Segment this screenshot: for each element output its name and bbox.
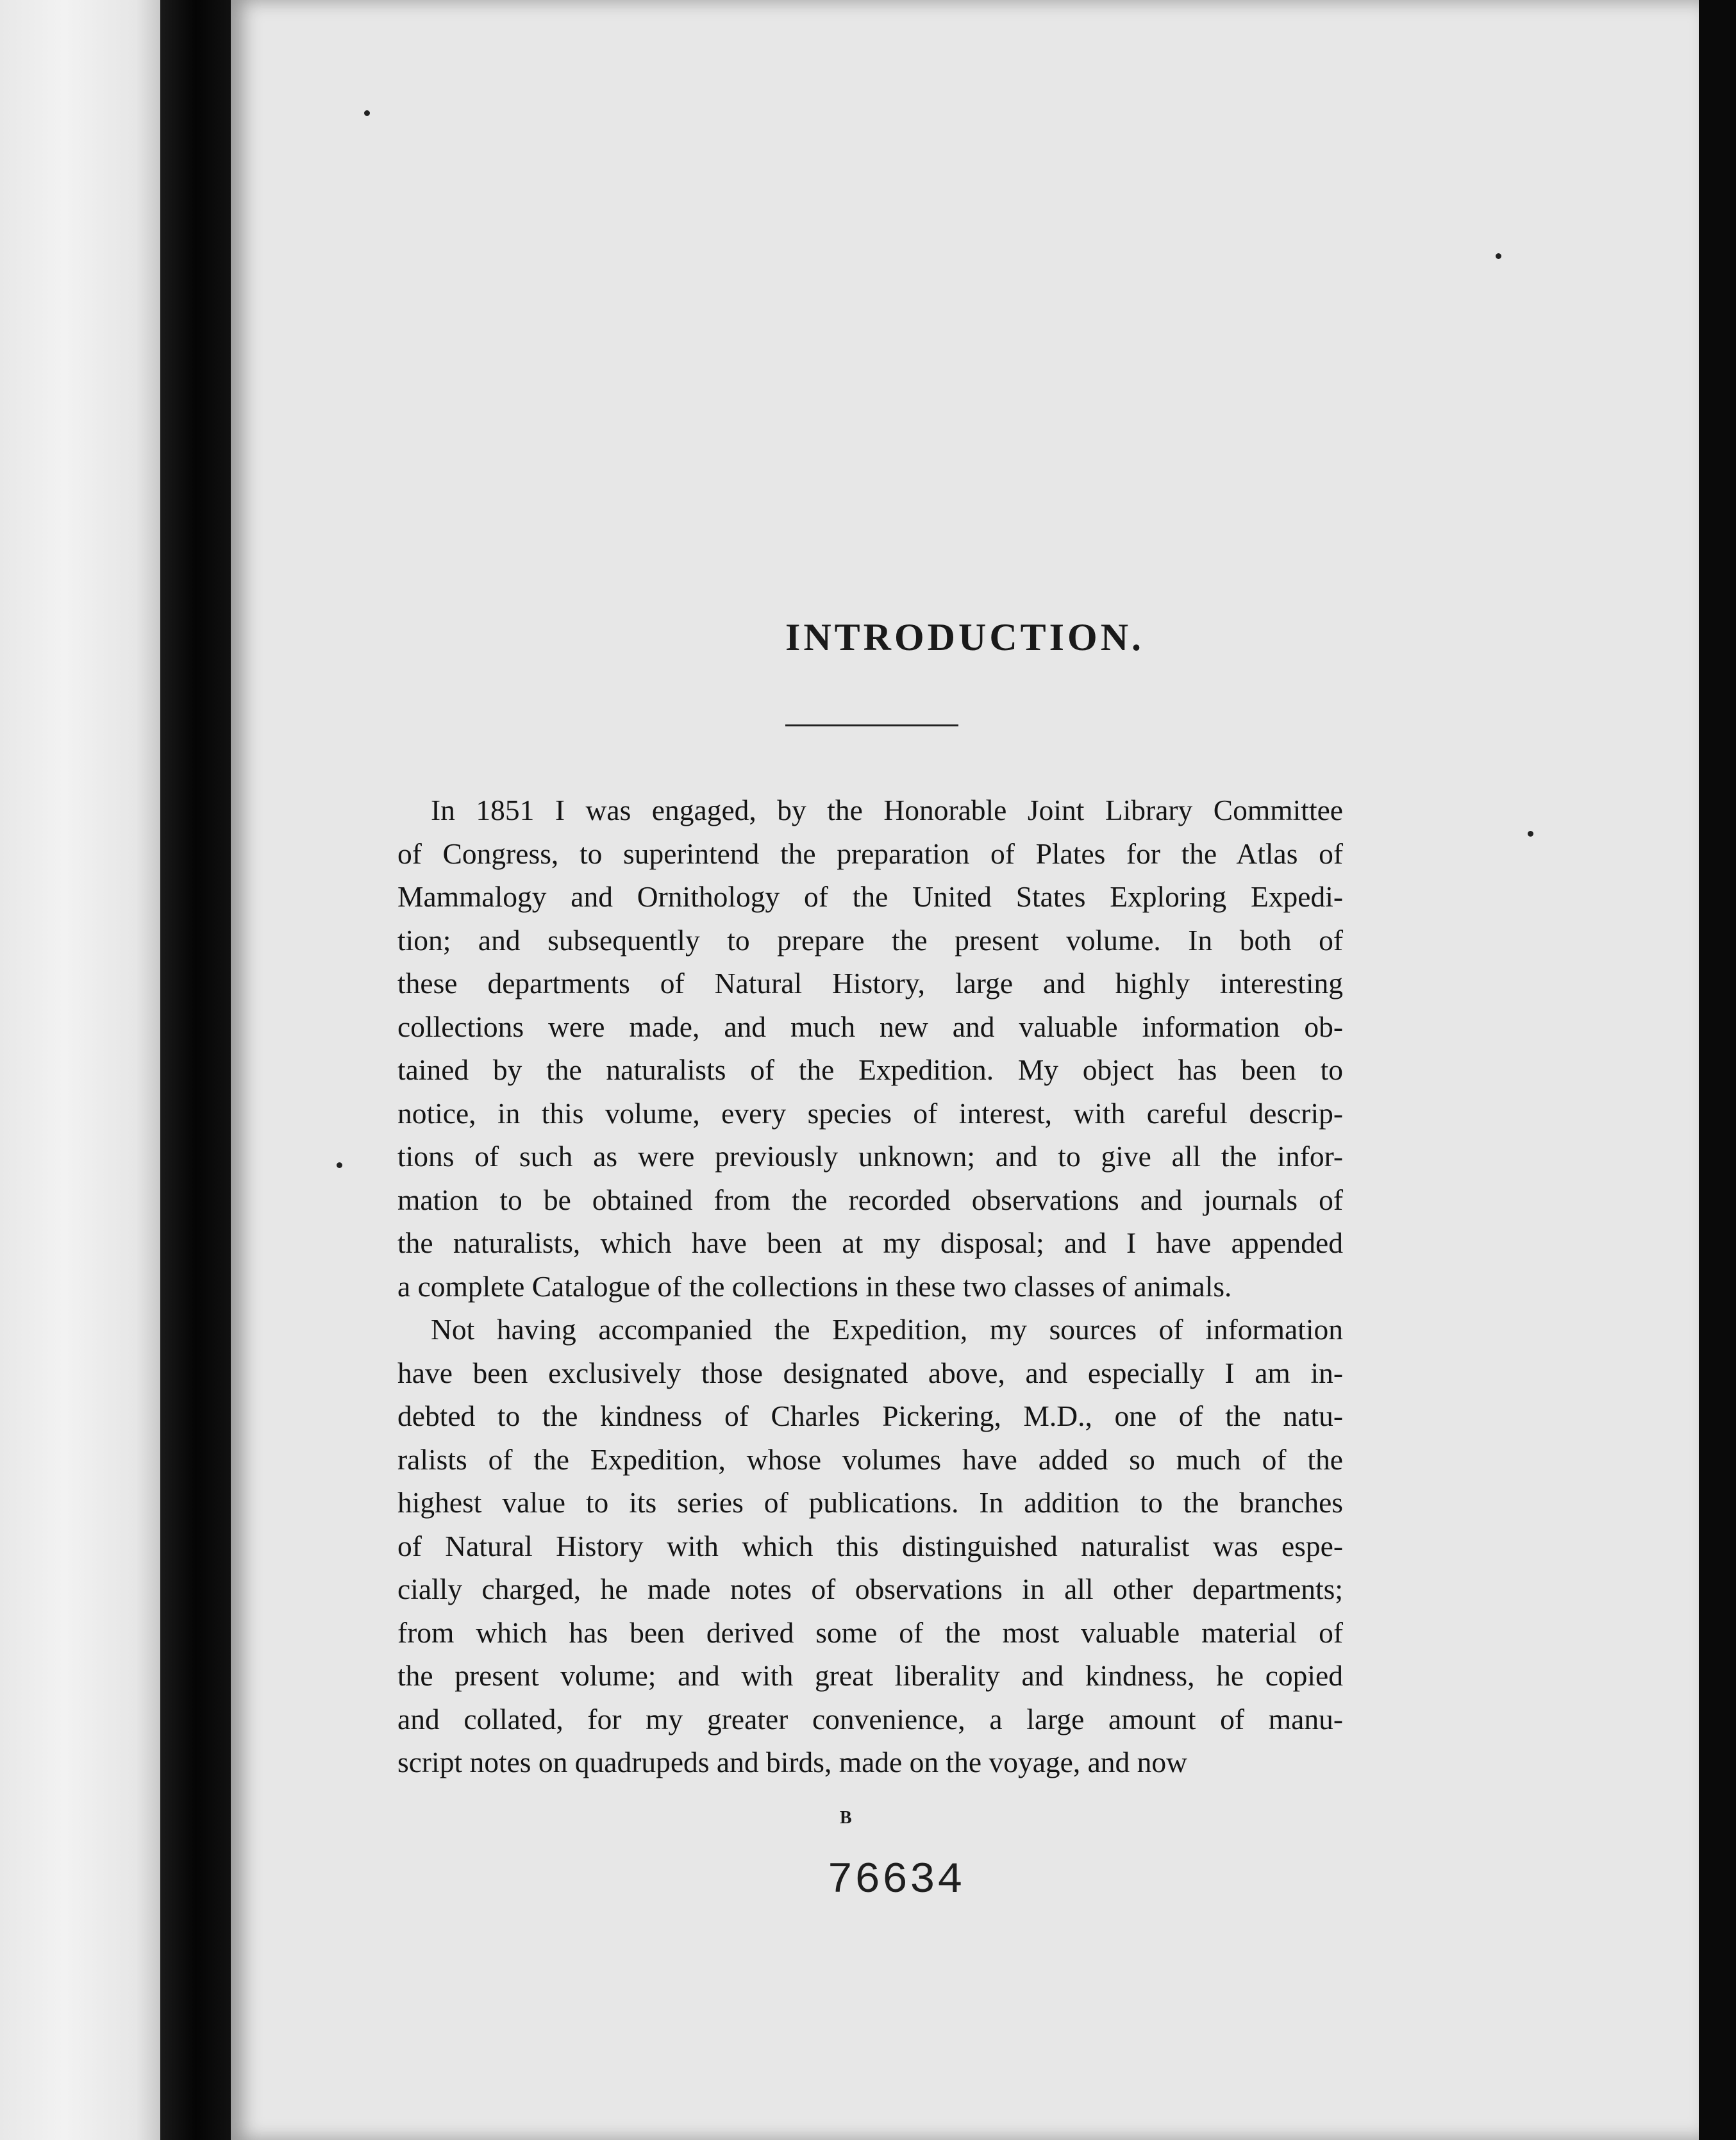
text-line: from which has been derived some of the most valuable material of [397, 1616, 1343, 1649]
accession-stamp: 76634 [827, 1856, 965, 1905]
text-line: In 1851 I was engaged, by the Honorable Joint Library Committee [431, 794, 1343, 826]
text-line: a complete Catalogue of the collections in these two classes of animals. [397, 1269, 1232, 1303]
book-gutter [160, 0, 231, 2140]
scan-border [1699, 0, 1736, 2140]
text-line: tion; and subsequently to prepare the present volume. In both of [397, 923, 1343, 957]
text-line: Not having accompanied the Expedition, my sources of information [431, 1313, 1343, 1346]
text-line: tained by the naturalists of the Expedition. My object has been to [397, 1053, 1343, 1086]
text-line: and collated, for my greater convenience, a large amount of manu- [397, 1702, 1343, 1735]
ink-speck [1528, 831, 1533, 837]
text-line: of Congress, to superintend the preparation of Plates for the Atlas of [397, 837, 1343, 870]
text-line: cially charged, he made notes of observations in all other departments; [397, 1573, 1343, 1605]
facing-page-edge [0, 0, 160, 2140]
text-line: script notes on quadrupeds and birds, made on the voyage, and now [397, 1746, 1188, 1778]
text-line: highest value to its series of publications. In addition to the branches [397, 1486, 1343, 1519]
ink-speck [337, 1162, 342, 1168]
signature-mark: B [840, 1808, 852, 1828]
text-line: ralists of the Expedition, whose volumes have added so much of the [397, 1442, 1343, 1476]
page-title: INTRODUCTION. [785, 616, 1145, 658]
text-line: tions of such as were previously unknown; and to give all the infor- [397, 1140, 1343, 1173]
text-line: mation to be obtained from the recorded observations and journals of [397, 1183, 1343, 1216]
text-line: of Natural History with which this distinguished naturalist was espe- [397, 1529, 1343, 1562]
text-line: collections were made, and much new and valuable information ob- [397, 1010, 1343, 1043]
text-line: debted to the kindness of Charles Pickering, M.D., one of the natu- [397, 1400, 1343, 1432]
paragraph-2 [397, 1308, 1343, 1784]
text-line: notice, in this volume, every species of interest, with careful descrip- [397, 1096, 1343, 1130]
ink-speck [364, 110, 370, 116]
text-line: the naturalists, which have been at my disposal; and I have appended [397, 1226, 1343, 1259]
title-rule [785, 724, 958, 726]
text-line: have been exclusively those designated above, and especially I am in- [397, 1356, 1343, 1389]
text-line: these departments of Natural History, large and highly interesting [397, 967, 1343, 999]
paragraph-1 [397, 789, 1343, 1308]
text-line: Mammalogy and Ornithology of the United States Exploring Expedi- [397, 880, 1343, 913]
body-text [397, 789, 1343, 1784]
text-line: the present volume; and with great liberality and kindness, he copied [397, 1659, 1343, 1692]
ink-speck [1496, 253, 1501, 259]
